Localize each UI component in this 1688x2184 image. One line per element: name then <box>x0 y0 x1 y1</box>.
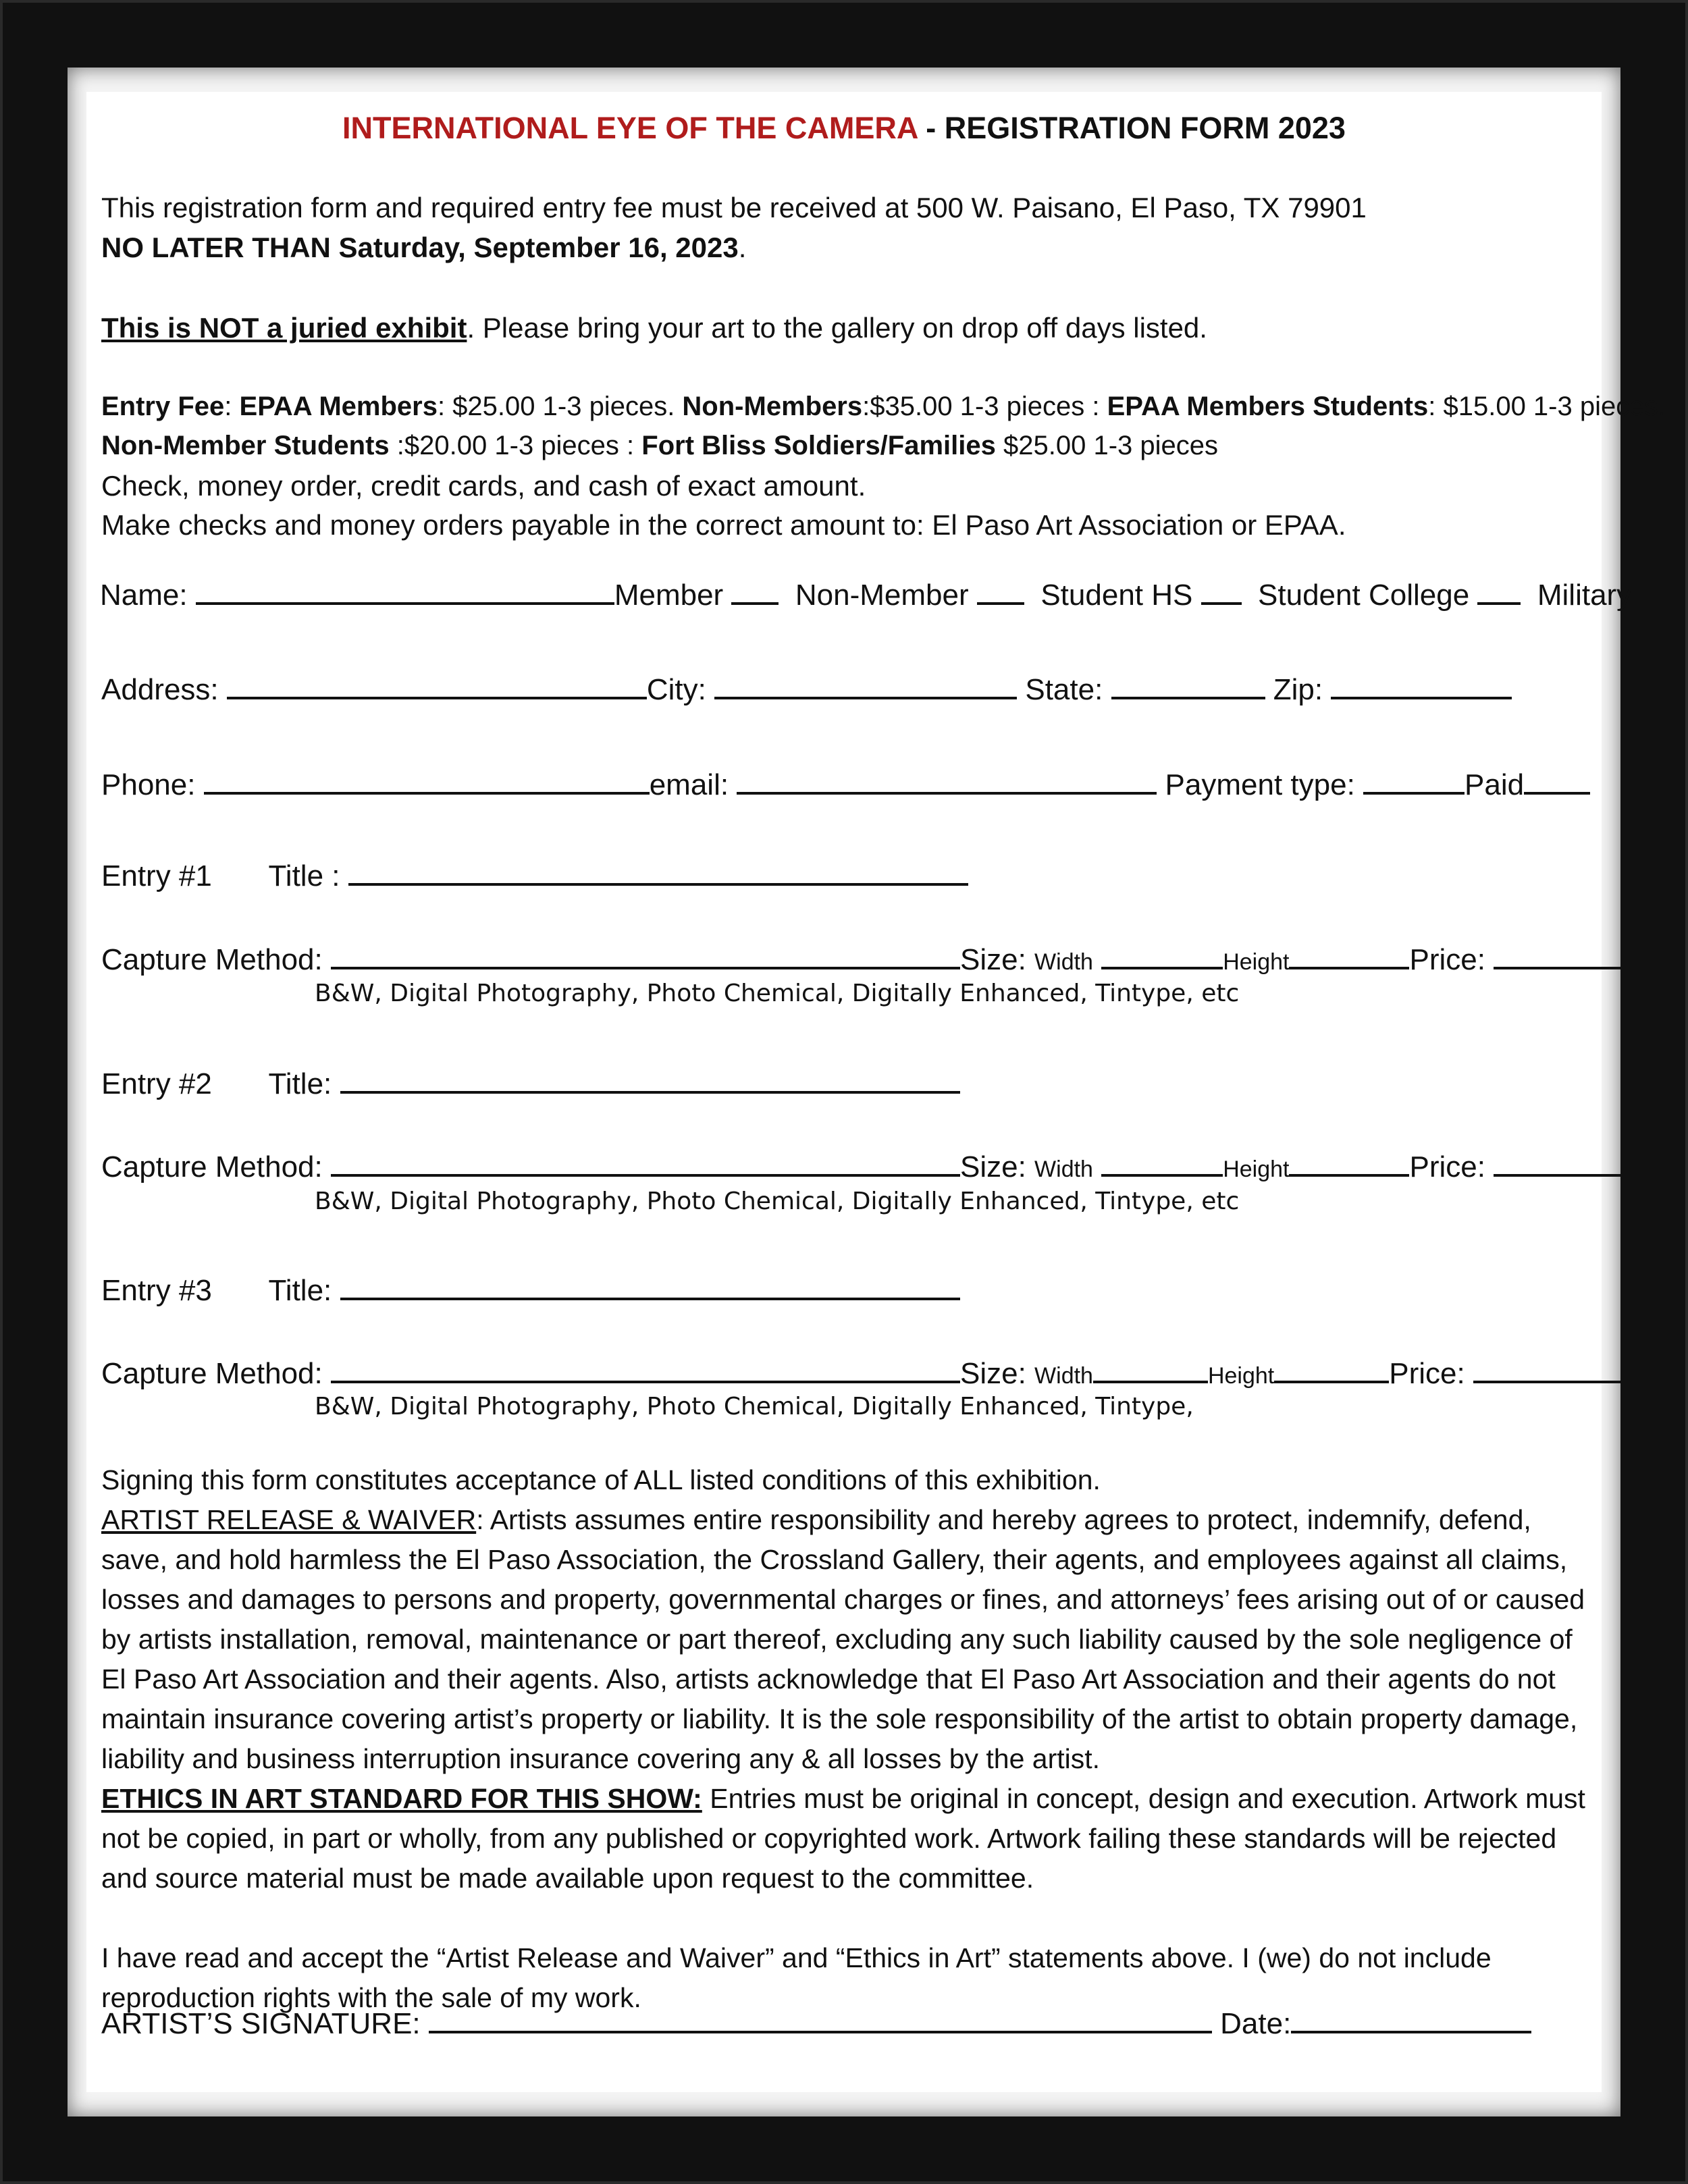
acceptance-text: Signing this form constitutes acceptance of ALL listed conditions of this exhibition. <box>101 1464 1101 1495</box>
non-member-checkbox[interactable] <box>977 579 1024 605</box>
phone-row: Phone: email: Payment type: Paid <box>101 765 1590 805</box>
name-row: Name: Member Non-Member Student HS Student College Military <box>100 575 1676 616</box>
entry-3-title-field[interactable] <box>340 1275 960 1300</box>
entry-3-title-row: Entry #3 Title: <box>101 1271 960 1311</box>
entry-2-width-field[interactable] <box>1101 1151 1223 1177</box>
entry-2-title-row: Entry #2 Title: <box>101 1064 960 1104</box>
entry-3-capture-row: Capture Method: Size: Width Height Price: <box>101 1354 1626 1396</box>
entry-1-price-field[interactable] <box>1494 944 1626 969</box>
payment-methods: Check, money order, credit cards, and cash of exact amount. <box>101 470 866 502</box>
entry-3-width-field[interactable] <box>1093 1358 1208 1383</box>
entry-2-capture-hint: B&W, Digital Photography, Photo Chemical, Digitally Enhanced, Tintype, etc <box>315 1188 1240 1215</box>
zip-field[interactable] <box>1331 674 1512 699</box>
entry-2-title-field[interactable] <box>340 1068 960 1094</box>
entry-fee-line-2: Non-Member Students :$20.00 1-3 pieces : Fort Bliss Soldiers/Families $25.00 1-3 pieces <box>101 431 1218 460</box>
entry-2-price-field[interactable] <box>1494 1151 1626 1177</box>
phone-field[interactable] <box>204 769 650 795</box>
entry-3-price-field[interactable] <box>1473 1358 1626 1383</box>
entry-3-capture-hint: B&W, Digital Photography, Photo Chemical, Digitally Enhanced, Tintype, <box>315 1393 1194 1420</box>
entry-fee-line: Entry Fee: EPAA Members: $25.00 1-3 pieces. Non-Members:$35.00 1-3 pieces : EPAA Members Students: $15.00 1-3 pieces. <box>101 392 1666 421</box>
terms-block <box>101 1460 1593 2018</box>
artist-release: ARTIST RELEASE & WAIVER: Artists assumes entire responsibility and hereby agrees to protect, indemnify, defend, save, and hold harmless the El Paso Association, the Crossland Gallery, their agents, and employees against all claims, losses and damages to persons and property, governmental charges or fines, and attorneys’ fees arising out of or caused by artists installation, removal, maintenance or part thereof, excluding any such liability caused by the sole negligence of El Paso Art Association and their agents. Also, artists acknowledge that El Paso Art Association and their agents do not maintain insurance covering artist’s property or liability. It is the sole responsibility of the artist to obtain property damage, liability and business interruption insurance covering any & all losses by the artist. <box>101 1504 1585 1774</box>
student-hs-checkbox[interactable] <box>1201 579 1242 605</box>
paid-field[interactable] <box>1524 769 1590 795</box>
name-field[interactable] <box>196 579 614 605</box>
entry-1-height-field[interactable] <box>1289 944 1409 969</box>
form-title: INTERNATIONAL EYE OF THE CAMERA - REGISTRATION FORM 2023 <box>342 111 1346 145</box>
signature-row: ARTIST’S SIGNATURE: Date: <box>101 2004 1531 2044</box>
payable-to: Make checks and money orders payable in the correct amount to: El Paso Art Association or EPAA. <box>101 509 1346 541</box>
ethics-statement: ETHICS IN ART STANDARD FOR THIS SHOW: Entries must be original in concept, design and execution. Artwork must not be copied, in part or wholly, from any published or copyrighted work. Artwork failing these standards will be rejected and source material must be made available upon request to the committee. <box>101 1783 1585 1894</box>
entry-1-title-row: Entry #1 Title : <box>101 856 968 897</box>
acceptance-statement: I have read and accept the “Artist Release and Waiver” and “Ethics in Art” statements above. I (we) do not include reproduction rights with the sale of my work. <box>101 1942 1492 2013</box>
entry-2-height-field[interactable] <box>1289 1151 1409 1177</box>
signature-field[interactable] <box>429 2008 1212 2033</box>
entry-2-capture-field[interactable] <box>331 1151 960 1177</box>
entry-1-capture-hint: B&W, Digital Photography, Photo Chemical, Digitally Enhanced, Tintype, etc <box>315 980 1240 1007</box>
state-field[interactable] <box>1111 674 1265 699</box>
entry-1-capture-field[interactable] <box>331 944 960 969</box>
not-juried-note: This is NOT a juried exhibit. Please bring your art to the gallery on drop off days listed. <box>101 312 1207 344</box>
email-field[interactable] <box>737 769 1157 795</box>
entry-1-title-field[interactable] <box>348 860 968 886</box>
entry-1-capture-row: Capture Method: Size: Width Height Price: <box>101 940 1626 982</box>
entry-3-height-field[interactable] <box>1274 1358 1389 1383</box>
intro-address: This registration form and required entry fee must be received at 500 W. Paisano, El Paso, TX 79901 <box>101 192 1367 223</box>
intro-deadline: NO LATER THAN Saturday, September 16, 2023. <box>101 232 747 263</box>
city-field[interactable] <box>714 674 1017 699</box>
military-checkbox[interactable] <box>1631 579 1676 605</box>
entry-1-width-field[interactable] <box>1101 944 1223 969</box>
entry-2-capture-row: Capture Method: Size: Width Height Price: <box>101 1147 1626 1190</box>
address-row: Address: City: State: Zip: <box>101 670 1512 710</box>
student-college-checkbox[interactable] <box>1477 579 1521 605</box>
member-checkbox[interactable] <box>731 579 779 605</box>
address-field[interactable] <box>227 674 647 699</box>
entry-3-capture-field[interactable] <box>331 1358 960 1383</box>
payment-type-field[interactable] <box>1363 769 1465 795</box>
date-field[interactable] <box>1291 2008 1531 2033</box>
